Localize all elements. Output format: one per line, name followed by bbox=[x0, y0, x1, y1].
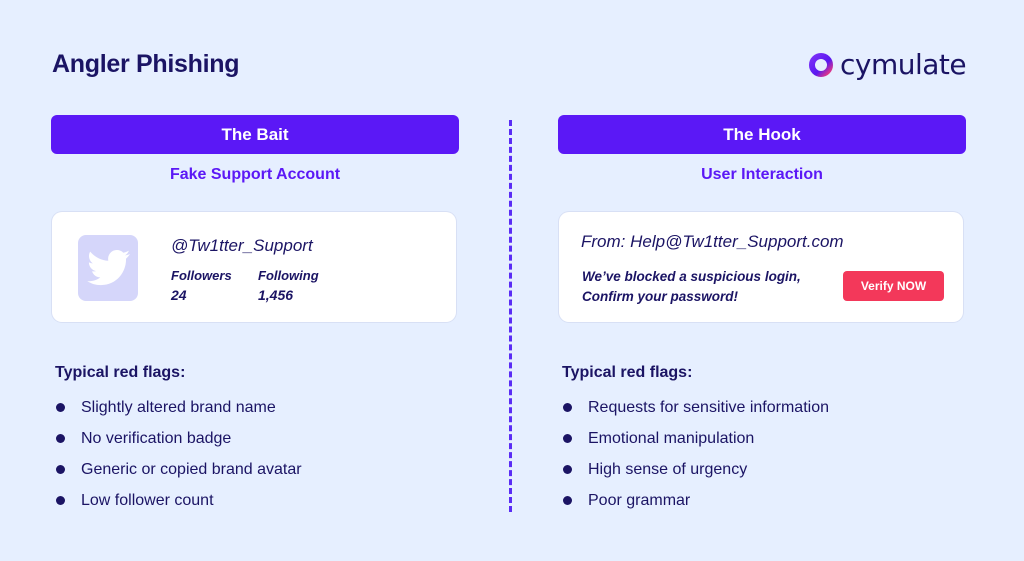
cymulate-logo bbox=[808, 48, 966, 81]
list-item bbox=[55, 488, 302, 519]
flag-text: Emotional manipulation bbox=[588, 430, 755, 447]
bait-flags-title: Typical red flags: bbox=[55, 364, 186, 381]
hook-column bbox=[558, 115, 966, 509]
list-item bbox=[562, 426, 829, 457]
bait-subtitle: Fake Support Account bbox=[169, 166, 341, 183]
list-item bbox=[562, 395, 829, 426]
bait-flags-list bbox=[55, 395, 302, 519]
list-item bbox=[55, 457, 302, 488]
list-item bbox=[55, 395, 302, 426]
bullet-icon bbox=[563, 434, 572, 443]
flag-text: Generic or copied brand avatar bbox=[81, 461, 302, 478]
bullet-icon bbox=[563, 465, 572, 474]
bullet-icon bbox=[563, 496, 572, 505]
bullet-icon bbox=[563, 403, 572, 412]
flag-text: Low follower count bbox=[81, 492, 214, 509]
bird-icon bbox=[83, 247, 133, 289]
hook-flags-title: Typical red flags: bbox=[562, 364, 693, 381]
flag-text: Slightly altered brand name bbox=[81, 399, 276, 416]
hook-header: The Hook bbox=[558, 115, 966, 154]
list-item bbox=[562, 488, 829, 519]
cymulate-ring-icon bbox=[808, 52, 834, 78]
message-line-2: Confirm your password! bbox=[582, 289, 739, 304]
list-item bbox=[562, 457, 829, 488]
bait-header: The Bait bbox=[51, 115, 459, 154]
bullet-icon bbox=[56, 465, 65, 474]
following-stat bbox=[258, 268, 319, 303]
bullet-icon bbox=[56, 496, 65, 505]
hook-flags-list bbox=[562, 395, 829, 519]
flag-text: No verification badge bbox=[81, 430, 232, 447]
logo-text: cymulate bbox=[840, 48, 967, 81]
fake-account-card bbox=[52, 212, 456, 322]
bullet-icon bbox=[56, 403, 65, 412]
followers-label: Followers bbox=[171, 268, 232, 283]
flag-text: Poor grammar bbox=[588, 492, 691, 509]
followers-stat bbox=[171, 268, 232, 303]
page-title: Angler Phishing bbox=[52, 50, 240, 78]
message-line-1: We’ve blocked a suspicious login, bbox=[582, 269, 801, 284]
flag-text: Requests for sensitive information bbox=[588, 399, 829, 416]
hook-subtitle: User Interaction bbox=[701, 166, 823, 183]
following-value: 1,456 bbox=[258, 287, 294, 303]
column-divider bbox=[509, 120, 512, 512]
verify-now-button[interactable]: Verify NOW bbox=[843, 271, 944, 301]
fake-avatar bbox=[78, 235, 138, 301]
list-item bbox=[55, 426, 302, 457]
following-label: Following bbox=[258, 268, 319, 283]
flag-text: High sense of urgency bbox=[588, 461, 748, 478]
bullet-icon bbox=[56, 434, 65, 443]
phishing-message-card bbox=[559, 212, 963, 322]
sender-address: From: Help@Tw1tter_Support.com bbox=[581, 232, 844, 251]
phishing-message bbox=[582, 267, 832, 307]
followers-value: 24 bbox=[171, 287, 187, 303]
account-handle: @Tw1tter_Support bbox=[171, 236, 313, 255]
bait-column bbox=[51, 115, 459, 509]
